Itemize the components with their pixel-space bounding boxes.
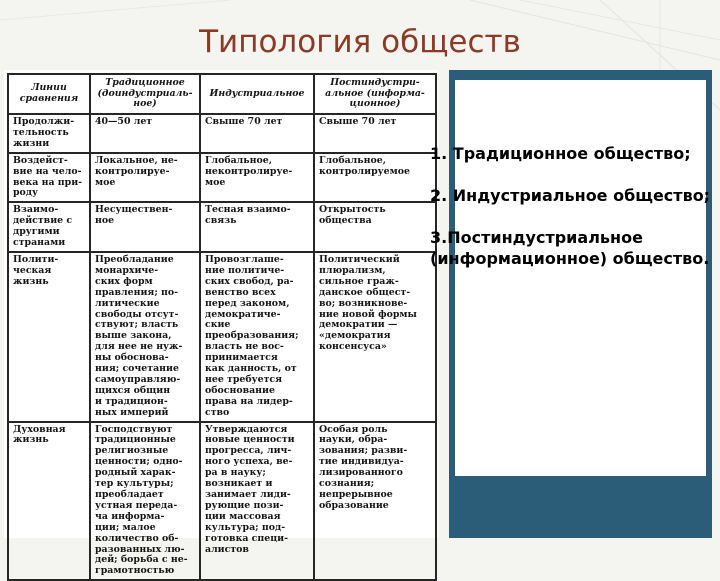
- table-cell: Преобладание монархиче- ских форм правления; по- литические свободы отсут- ствуют; власть выше закона, для нее не нуж- ны обоснова- ния; сочетание самоуправляю- щихся общин и традицион- ных империй: [90, 252, 200, 422]
- table-cell: Несуществен- ное: [90, 202, 200, 252]
- table-header-row: [8, 74, 436, 114]
- typology-table: [7, 73, 437, 581]
- row-label: Продолжи- тельность жизни: [8, 114, 90, 153]
- row-label: Взаимо- действие с другими странами: [8, 202, 90, 252]
- table-row: [8, 202, 436, 252]
- header-comparison-lines: Линии сравнения: [8, 74, 90, 114]
- header-industrial: Индустриальное: [200, 74, 314, 114]
- table-cell: Глобальное, неконтролируе- мое: [200, 153, 314, 203]
- table-cell: Тесная взаимо- связь: [200, 202, 314, 252]
- side-panel: [449, 70, 712, 538]
- table-cell: Глобальное, контролируемое: [314, 153, 436, 203]
- society-types-list: [430, 143, 720, 290]
- header-traditional: Традиционное (доиндустриаль- ное): [90, 74, 200, 114]
- row-label: Полити- ческая жизнь: [8, 252, 90, 422]
- table-cell: Утверждаются новые ценности прогресса, лич- ного успеха, ве- ра в науку; возникает и занимает лиди- рующие пози- ции массовая культура; под- готовка специ- алистов: [200, 422, 314, 581]
- table-cell: 40—50 лет: [90, 114, 200, 153]
- table-cell: Господствуют традиционные религиозные ценности; одно- родный харак- тер культуры; преобладает устная переда- ча информа- ции; малое количество об- разованных лю- дей; борьба с не- грамотностью: [90, 422, 200, 581]
- list-item: 3.Постиндустриальное (информационное) общество.: [430, 228, 710, 268]
- table-cell: Свыше 70 лет: [314, 114, 436, 153]
- table-cell: Локальное, не- контролируе- мое: [90, 153, 200, 203]
- table-cell: Политический плюрализм, сильное граж- данское общест- во; возникнове- ние новой формы демократии — «демократия консенсуса»: [314, 252, 436, 422]
- list-item: 1. Традиционное общество;: [430, 144, 691, 163]
- header-postindustrial: Постиндустри- альное (информа- ционное): [314, 74, 436, 114]
- table-cell: Особая роль науки, обра- зования; разви- тие индивидуа- лизированного сознания; непрерывное образование: [314, 422, 436, 581]
- list-item: 2. Индустриальное общество;: [430, 186, 711, 205]
- typology-table-image: [4, 70, 438, 577]
- table-row: [8, 252, 436, 422]
- page-title: Типология обществ: [199, 24, 521, 60]
- table-cell: Открытость общества: [314, 202, 436, 252]
- table-row: [8, 153, 436, 203]
- table-row: [8, 114, 436, 153]
- table-row: [8, 422, 436, 581]
- table-cell: Свыше 70 лет: [200, 114, 314, 153]
- row-label: Воздейст- вие на чело- века на при- роду: [8, 153, 90, 203]
- row-label: Духовная жизнь: [8, 422, 90, 581]
- table-cell: Провозглаше- ние политиче- ских свобод, ра- венство всех перед законом, демократиче- ские преобразования; власть не вос- принимается как данность, от нее требуется обоснование права на лидер- ство: [200, 252, 314, 422]
